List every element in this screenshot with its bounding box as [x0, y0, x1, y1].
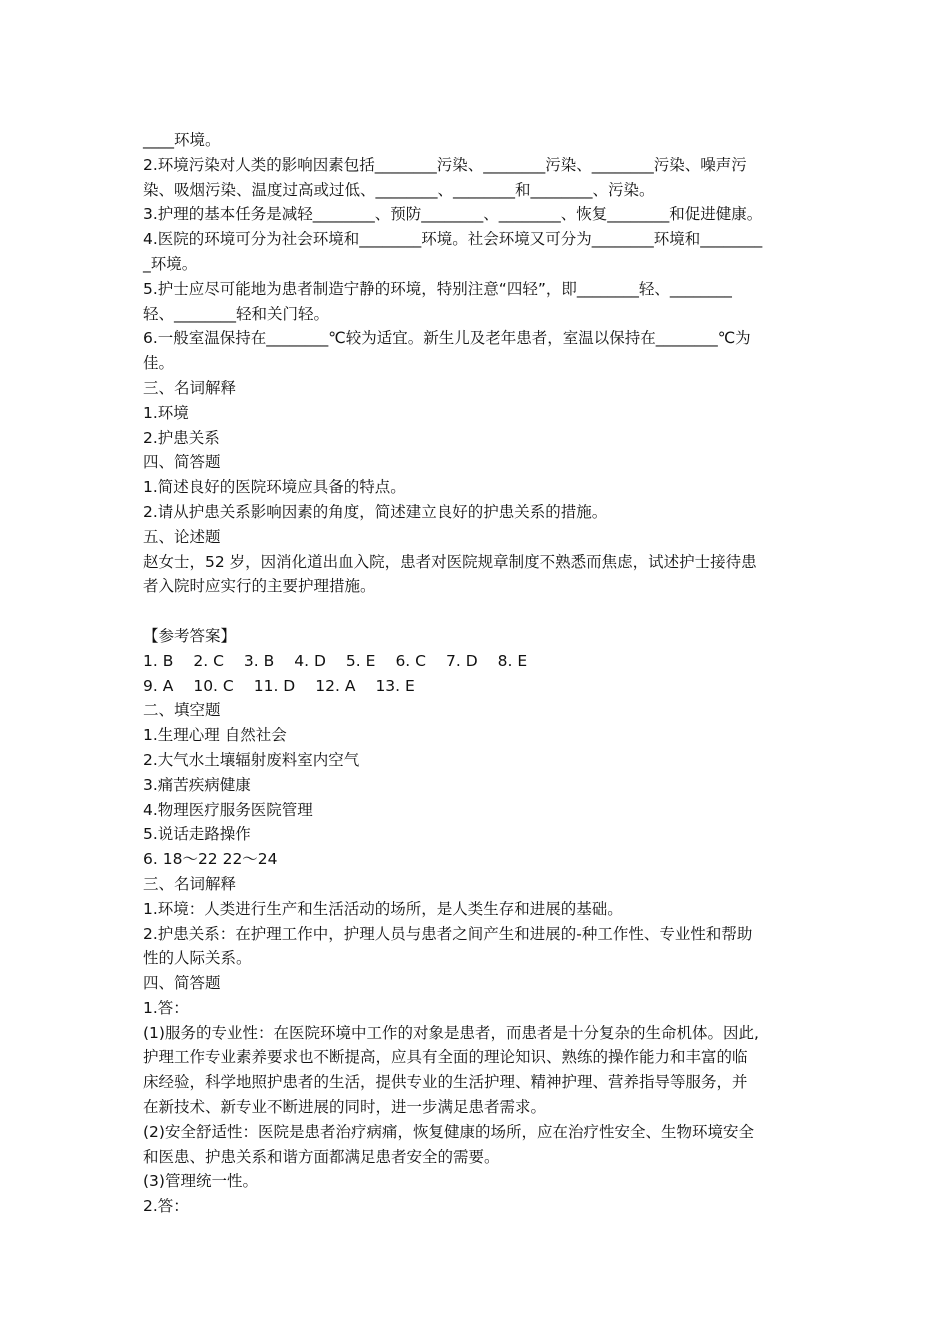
- text-line: 4.医院的环境可分为社会环境和________环境。社会环境又可分为________环境和________: [143, 230, 763, 249]
- text-line: 6.一般室温保持在________℃较为适宜。新生儿及老年患者，室温以保持在________℃为: [143, 329, 751, 348]
- mcq-answer: 4. D: [294, 651, 326, 670]
- mcq-answer-row: [143, 674, 811, 699]
- section-heading: 三、名词解释: [143, 378, 237, 397]
- answer-line: (1)服务的专业性：在医院环境中工作的对象是患者，而患者是十分复杂的生命机体。因此,: [143, 1023, 759, 1042]
- question-item: 2.请从护患关系影响因素的角度，简述建立良好的护患关系的措施。: [143, 502, 608, 521]
- text-line: _环境。: [143, 254, 198, 273]
- question-item: 2.护患关系: [143, 428, 220, 447]
- blank-gap: [143, 599, 811, 624]
- answer-line: 3.痛苦疾病健康: [143, 775, 251, 794]
- text-line: 2.环境污染对人类的影响因素包括________污染、________污染、________污染、噪声污: [143, 155, 747, 174]
- question-item: 1.环境: [143, 403, 189, 422]
- mcq-answer: 1. B: [143, 651, 174, 670]
- answer-line: 2.护患关系：在护理工作中，护理人员与患者之间产生和进展的-种工作性、专业性和帮助: [143, 924, 753, 943]
- answer-line: 护理工作专业素养要求也不断提高，应具有全面的理论知识、熟练的操作能力和丰富的临: [143, 1048, 748, 1067]
- answers-heading: 【参考答案】: [143, 626, 237, 645]
- answer-line: 1.生理心理 自然社会: [143, 726, 287, 745]
- text-line: 者入院时应实行的主要护理措施。: [143, 577, 376, 596]
- text-line: 5.护士应尽可能地为患者制造宁静的环境，特别注意“四轻”，即________轻、________: [143, 279, 732, 298]
- answer-line: 2.大气水土壤辐射废料室内空气: [143, 750, 360, 769]
- document-page: [143, 128, 811, 1219]
- mcq-answer: 10. C: [193, 676, 234, 695]
- mcq-answer: 8. E: [497, 651, 528, 670]
- text-line: 3.护理的基本任务是减轻________、预防________、________、恢复________和促进健康。: [143, 205, 763, 224]
- text-line: 佳。: [143, 354, 175, 373]
- mcq-answer: 2. C: [193, 651, 224, 670]
- mcq-answer: 12. A: [315, 676, 356, 695]
- text-line: ____环境。: [143, 131, 221, 149]
- answer-line: (2)安全舒适性：医院是患者治疗病痛，恢复健康的场所，应在治疗性安全、生物环境安全: [143, 1122, 754, 1141]
- answer-line: 1.答：: [143, 998, 189, 1017]
- section-heading: 四、简答题: [143, 974, 221, 993]
- answer-line: 在新技术、新专业不断进展的同时，进一步满足患者需求。: [143, 1098, 547, 1117]
- text-line: 赵女士，52 岁，因消化道出血入院，患者对医院规章制度不熟悉而焦虑，试述护士接待患: [143, 552, 757, 571]
- mcq-answer: 13. E: [375, 676, 415, 695]
- mcq-answer: 7. D: [445, 651, 478, 670]
- text-line: 染、吸烟污染、温度过高或过低、________、________和________、污染。: [143, 180, 655, 199]
- answer-line: 4.物理医疗服务医院管理: [143, 800, 313, 819]
- section-heading: 四、简答题: [143, 453, 221, 472]
- question-item: 1.简述良好的医院环境应具备的特点。: [143, 478, 406, 497]
- answer-line: (3)管理统一性。: [143, 1172, 258, 1191]
- mcq-answer: 9. A: [143, 676, 174, 695]
- mcq-answer: 11. D: [253, 676, 296, 695]
- mcq-answer: 5. E: [345, 651, 376, 670]
- mcq-answer-row: [143, 649, 811, 674]
- mcq-answer: 3. B: [243, 651, 275, 670]
- answer-line: 6. 18～22 22～24: [143, 850, 278, 869]
- text-line: 轻、________轻和关门轻。: [143, 304, 330, 323]
- answer-line: 床经验，科学地照护患者的生活，提供专业的生活护理、精神护理、营养指导等服务，并: [143, 1073, 748, 1092]
- section-heading: 五、论述题: [143, 527, 221, 546]
- answer-line: 性的人际关系。: [143, 949, 252, 968]
- section-heading: 三、名词解释: [143, 874, 237, 893]
- answer-line: 和医患、护患关系和谐方面都满足患者安全的需要。: [143, 1147, 500, 1166]
- answer-line: 2.答：: [143, 1197, 189, 1216]
- answer-line: 5.说话走路操作: [143, 825, 251, 844]
- section-heading: 二、填空题: [143, 701, 221, 720]
- mcq-answer: 6. C: [395, 651, 426, 670]
- fill-blank-questions: [143, 128, 811, 376]
- answer-line: 1.环境：人类进行生产和生活活动的场所，是人类生存和进展的基础。: [143, 899, 623, 918]
